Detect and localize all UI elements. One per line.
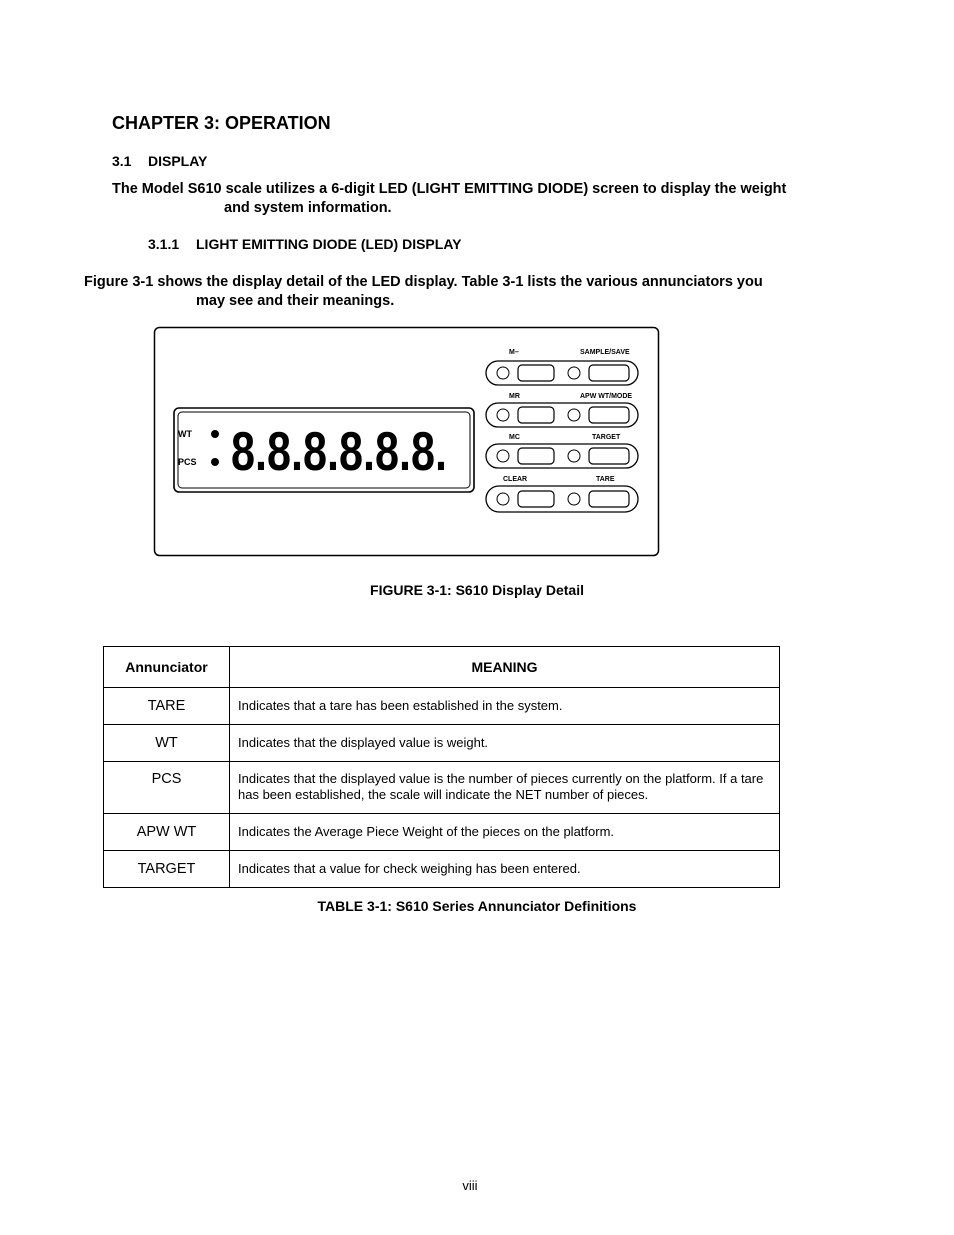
key-label-m-minus: M– [509,349,519,356]
subsection-number: 3.1.1 [148,236,180,252]
figure-paragraph-line2: may see and their meanings. [196,293,395,309]
m-minus-led-icon [497,367,509,379]
target-led-icon [568,450,580,462]
table-row [104,762,780,814]
table-row [104,814,780,851]
led-digits: 8.8.8.8.8.8. [231,420,447,482]
mr-key[interactable] [518,407,554,423]
table-row [104,725,780,762]
figure-paragraph-line1: Figure 3-1 shows the display detail of the LED display. Table 3-1 lists the various annunciators you [84,274,763,290]
chapter-title: CHAPTER 3: OPERATION [112,113,331,133]
clear-key[interactable] [518,491,554,507]
key-label-clear: CLEAR [503,476,528,483]
sample-save-key[interactable] [589,365,629,381]
target-key[interactable] [589,448,629,464]
intro-paragraph-line1: The Model S610 scale utilizes a 6-digit LED (LIGHT EMITTING DIODE) screen to display the weight [112,181,787,197]
m-minus-key[interactable] [518,365,554,381]
tare-key[interactable] [589,491,629,507]
key-label-sample-save: SAMPLE/SAVE [580,349,630,356]
figure-paragraph [84,273,844,311]
intro-paragraph-line2: and system information. [224,200,392,216]
page-number: viii [462,1178,478,1193]
wt-indicator-dot [211,430,219,438]
annunciator-cell: APW WT [104,814,230,851]
meaning-cell: Indicates that a value for check weighing has been entered. [230,851,780,888]
annunciator-cell: PCS [104,762,230,814]
annunciator-table [103,646,780,888]
figure-caption: FIGURE 3-1: S610 Display Detail [370,582,584,598]
mc-led-icon [497,450,509,462]
subsection-title: LIGHT EMITTING DIODE (LED) DISPLAY [196,236,462,252]
meaning-cell: Indicates that the displayed value is the number of pieces currently on the platform. If a tare has been established, the scale will indicate the NET number of pieces. [230,762,780,814]
annunciator-cell: WT [104,725,230,762]
wt-indicator-label: WT [178,429,192,439]
meaning-cell: Indicates that the displayed value is weight. [230,725,780,762]
header-meaning: MEANING [230,647,780,688]
key-label-mc: MC [509,434,520,441]
table-caption: TABLE 3-1: S610 Series Annunciator Definitions [317,898,637,914]
key-label-mr: MR [509,393,520,400]
meaning-cell: Indicates the Average Piece Weight of the pieces on the platform. [230,814,780,851]
table-header-row [104,647,780,688]
tare-led-icon [568,493,580,505]
pcs-indicator-label: PCS [178,457,197,467]
key-label-tare: TARE [596,476,615,483]
table-row [104,688,780,725]
subsection-heading [148,236,462,252]
annunciator-cell: TARE [104,688,230,725]
key-label-apw-wt-mode: APW WT/MODE [580,393,633,400]
header-annunciator: Annunciator [104,647,230,688]
mr-led-icon [497,409,509,421]
table-row [104,851,780,888]
display-panel-drawing [153,326,661,558]
meaning-cell: Indicates that a tare has been established in the system. [230,688,780,725]
section-number: 3.1 [112,153,132,169]
mc-key[interactable] [518,448,554,464]
intro-paragraph [112,180,852,218]
apw-wt-mode-led-icon [568,409,580,421]
key-label-target: TARGET [592,434,621,441]
section-title: DISPLAY [148,153,208,169]
section-heading [112,153,207,169]
s610-display-figure [153,326,661,558]
annunciator-cell: TARGET [104,851,230,888]
clear-led-icon [497,493,509,505]
pcs-indicator-dot [211,458,219,466]
apw-wt-mode-key[interactable] [589,407,629,423]
sample-save-led-icon [568,367,580,379]
